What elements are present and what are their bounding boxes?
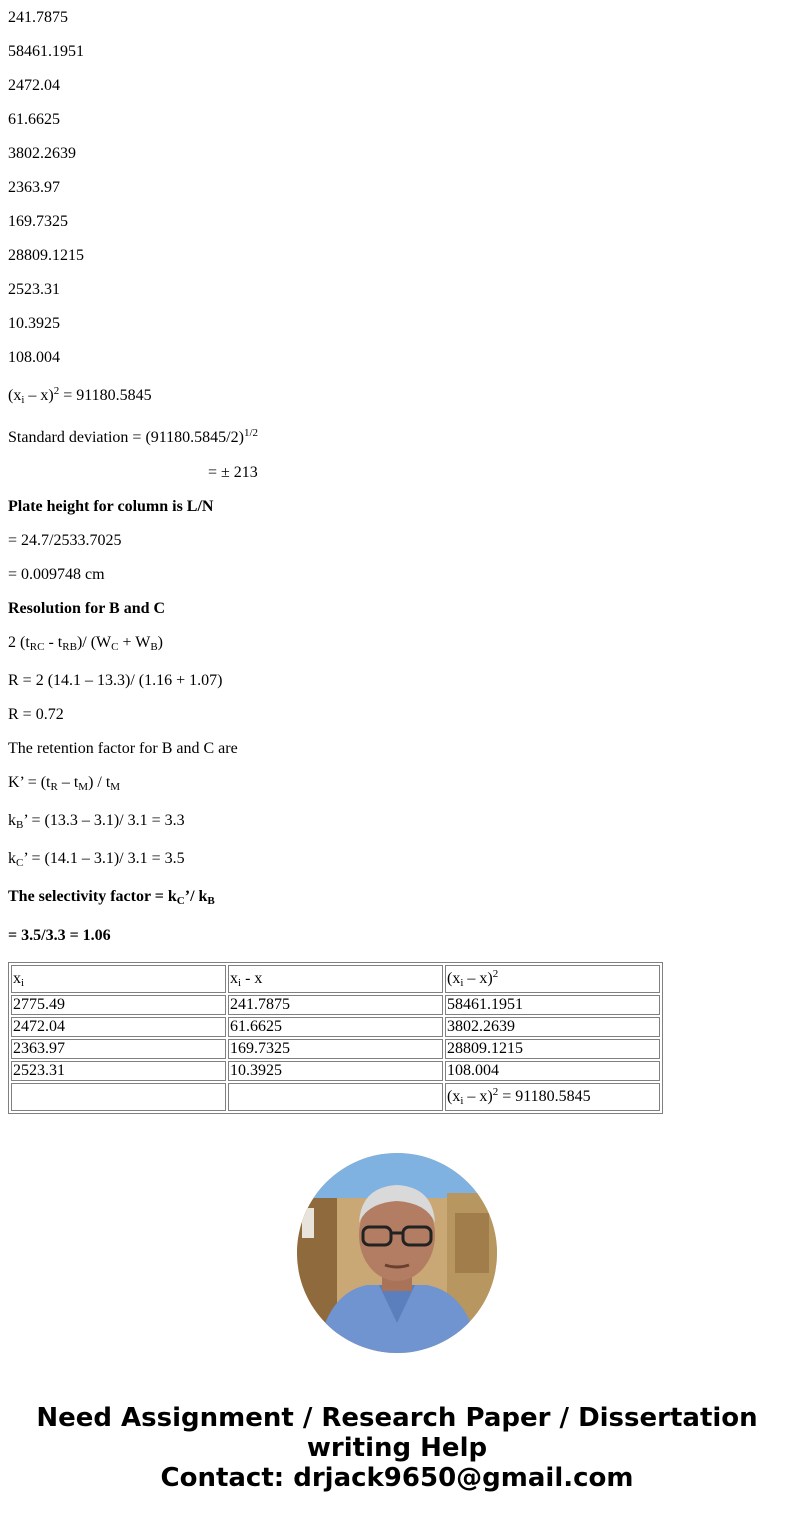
- table-cell: 2363.97: [11, 1039, 226, 1059]
- value-line: 169.7325: [8, 213, 68, 230]
- plate-height-result: = 0.009748 cm: [8, 566, 105, 583]
- value-line: 2472.04: [8, 77, 60, 94]
- resolution-calc: R = 2 (14.1 – 13.3)/ (1.16 + 1.07): [8, 672, 223, 689]
- table-total-cell: $(x_i - x)^2 = 91180.5845$: [445, 1083, 660, 1111]
- value-line: 3802.2639: [8, 145, 76, 162]
- table-header-cell: $x_i$: [11, 965, 226, 993]
- table-row: [11, 1039, 660, 1059]
- retention-kb: $k_B$’ = (13.3 – 3.1)/ 3.1 = 3.3: [8, 812, 185, 831]
- table-cell: 2472.04: [11, 1017, 226, 1037]
- promo-line: Need Assignment / Research Paper / Dissertation: [36, 1403, 758, 1433]
- author-avatar: [297, 1153, 497, 1353]
- table-cell: 241.7875: [228, 995, 443, 1015]
- retention-intro: The retention factor for B and C are: [8, 740, 238, 757]
- value-line: 28809.1215: [8, 247, 84, 264]
- table-row: [11, 1061, 660, 1081]
- promo-footer: [0, 1403, 794, 1493]
- retention-formula: K’ = $(t_R - t_M) / t_M$: [8, 774, 121, 793]
- value-line: 2523.31: [8, 281, 60, 298]
- sum-of-squares-line: $(x_i - x)^2 = 91180.5845$: [8, 385, 152, 406]
- value-line: 10.3925: [8, 315, 60, 332]
- table-total-row: [11, 1083, 660, 1111]
- std-dev-result: = ± 213: [208, 464, 258, 481]
- table-cell: 58461.1951: [445, 995, 660, 1015]
- table-header-cell: $(x_i - x)^2$: [445, 965, 660, 993]
- table-cell: 2523.31: [11, 1061, 226, 1081]
- author-photo: [297, 1153, 497, 1353]
- selectivity-result: = 3.5/3.3 = 1.06: [8, 927, 111, 944]
- table-cell: 28809.1215: [445, 1039, 660, 1059]
- plate-height-calc: = 24.7/2533.7025: [8, 532, 122, 549]
- table-cell-empty: [228, 1083, 443, 1111]
- value-line: 61.6625: [8, 111, 60, 128]
- resolution-heading: Resolution for B and C: [8, 600, 166, 617]
- promo-line: writing Help: [306, 1433, 488, 1463]
- table-cell: 3802.2639: [445, 1017, 660, 1037]
- value-line: 58461.1951: [8, 43, 84, 60]
- table-header-cell: $x_i$ - x: [228, 965, 443, 993]
- selectivity-heading: The selectivity factor = $k_C’/$ $k_B$: [8, 888, 215, 907]
- retention-kc: $k_C$’ = (14.1 – 3.1)/ 3.1 = 3.5: [8, 850, 185, 869]
- table-row: [11, 995, 660, 1015]
- std-dev-line: Standard deviation = $(91180.5845/2)^{1/2}$: [8, 427, 259, 446]
- plate-height-heading: Plate height for column is L/N: [8, 498, 214, 515]
- table-cell: 108.004: [445, 1061, 660, 1081]
- table-cell: 169.7325: [228, 1039, 443, 1059]
- value-line: 108.004: [8, 349, 60, 366]
- value-line: 241.7875: [8, 9, 68, 26]
- resolution-formula: 2 $(t_{RC} - t_{RB})/$ $(W_C + W_B)$: [8, 634, 163, 653]
- value-line: 2363.97: [8, 179, 60, 196]
- table-cell-empty: [11, 1083, 226, 1111]
- deviation-table: [8, 962, 663, 1114]
- resolution-result: R = 0.72: [8, 706, 64, 723]
- table-cell: 10.3925: [228, 1061, 443, 1081]
- table-row: [11, 1017, 660, 1037]
- contact-email: Contact: drjack9650@gmail.com: [160, 1463, 634, 1493]
- table-cell: 2775.49: [11, 995, 226, 1015]
- table-header-row: [11, 965, 660, 993]
- table-cell: 61.6625: [228, 1017, 443, 1037]
